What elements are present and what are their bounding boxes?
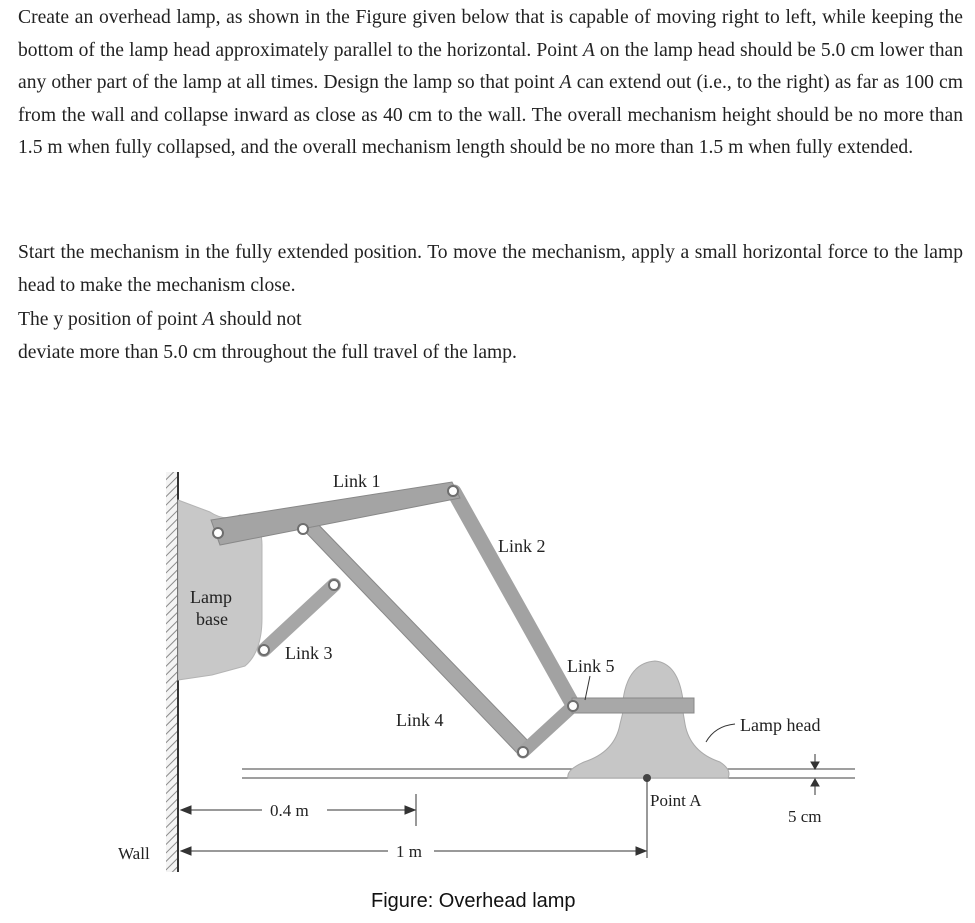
p1-text-c: can extend out (i.e., to the right) as far as 100 cm from the wall and collapse inward as close as 40 cm to the wall. The overall mechanism height should be no more than 1.5 m when fully collapsed, and the overall mechanism length should be no more than 1.5 m when fully extended. — [18, 72, 963, 159]
figure-caption: Figure: Overhead lamp — [371, 890, 576, 912]
p1-point-a: A — [582, 39, 595, 61]
p1-text-b: on the lamp head should be 5.0 cm lower than any other part of the lamp at all times. Design the lamp so that point — [18, 39, 963, 94]
label-5cm: 5 cm — [788, 807, 822, 826]
label-link-2: Link 2 — [498, 536, 546, 556]
link-5 — [572, 698, 694, 713]
p3-point-a: A — [202, 309, 215, 330]
label-link-3: Link 3 — [285, 643, 333, 663]
label-lamp-head: Lamp head — [740, 715, 821, 735]
label-lamp-base-line1: Lamp — [190, 587, 232, 607]
label-point-a: Point A — [650, 791, 702, 810]
link-5-connector — [523, 706, 573, 752]
link-1 — [211, 482, 460, 545]
label-link-4: Link 4 — [396, 710, 444, 730]
label-dim-04m: 0.4 m — [270, 801, 309, 820]
p3-line-2: deviate more than 5.0 cm throughout the full travel of the lamp. — [18, 341, 517, 363]
link-3 — [264, 585, 334, 650]
problem-paragraph-2: Start the mechanism in the fully extended position. To move the mechanism, apply a small horizontal force to the lamp head to make the mechanism close. — [18, 242, 963, 296]
lamp-head — [568, 661, 729, 778]
link5-leader — [585, 676, 590, 700]
lamp-head-leader — [706, 724, 735, 742]
p1-point-a-2: A — [559, 72, 572, 94]
wall — [166, 472, 178, 872]
p3-text-a: The y position of point — [18, 309, 203, 330]
label-link-5: Link 5 — [567, 656, 615, 676]
dim-5cm-arrows — [811, 754, 819, 795]
p1-text-a: Create an overhead lamp, as shown in the Figure given below that is capable of moving right to left, while keeping the bottom of the lamp head approximately parallel to the horizontal. Point — [18, 7, 963, 61]
rail-lines — [242, 769, 855, 778]
p3-text-b: should not — [214, 309, 302, 330]
label-dim-1m: 1 m — [396, 842, 422, 861]
label-link-1: Link 1 — [333, 471, 381, 491]
link-2 — [454, 492, 573, 705]
label-lamp-base-line2: base — [196, 609, 228, 629]
label-wall: Wall — [118, 844, 150, 863]
